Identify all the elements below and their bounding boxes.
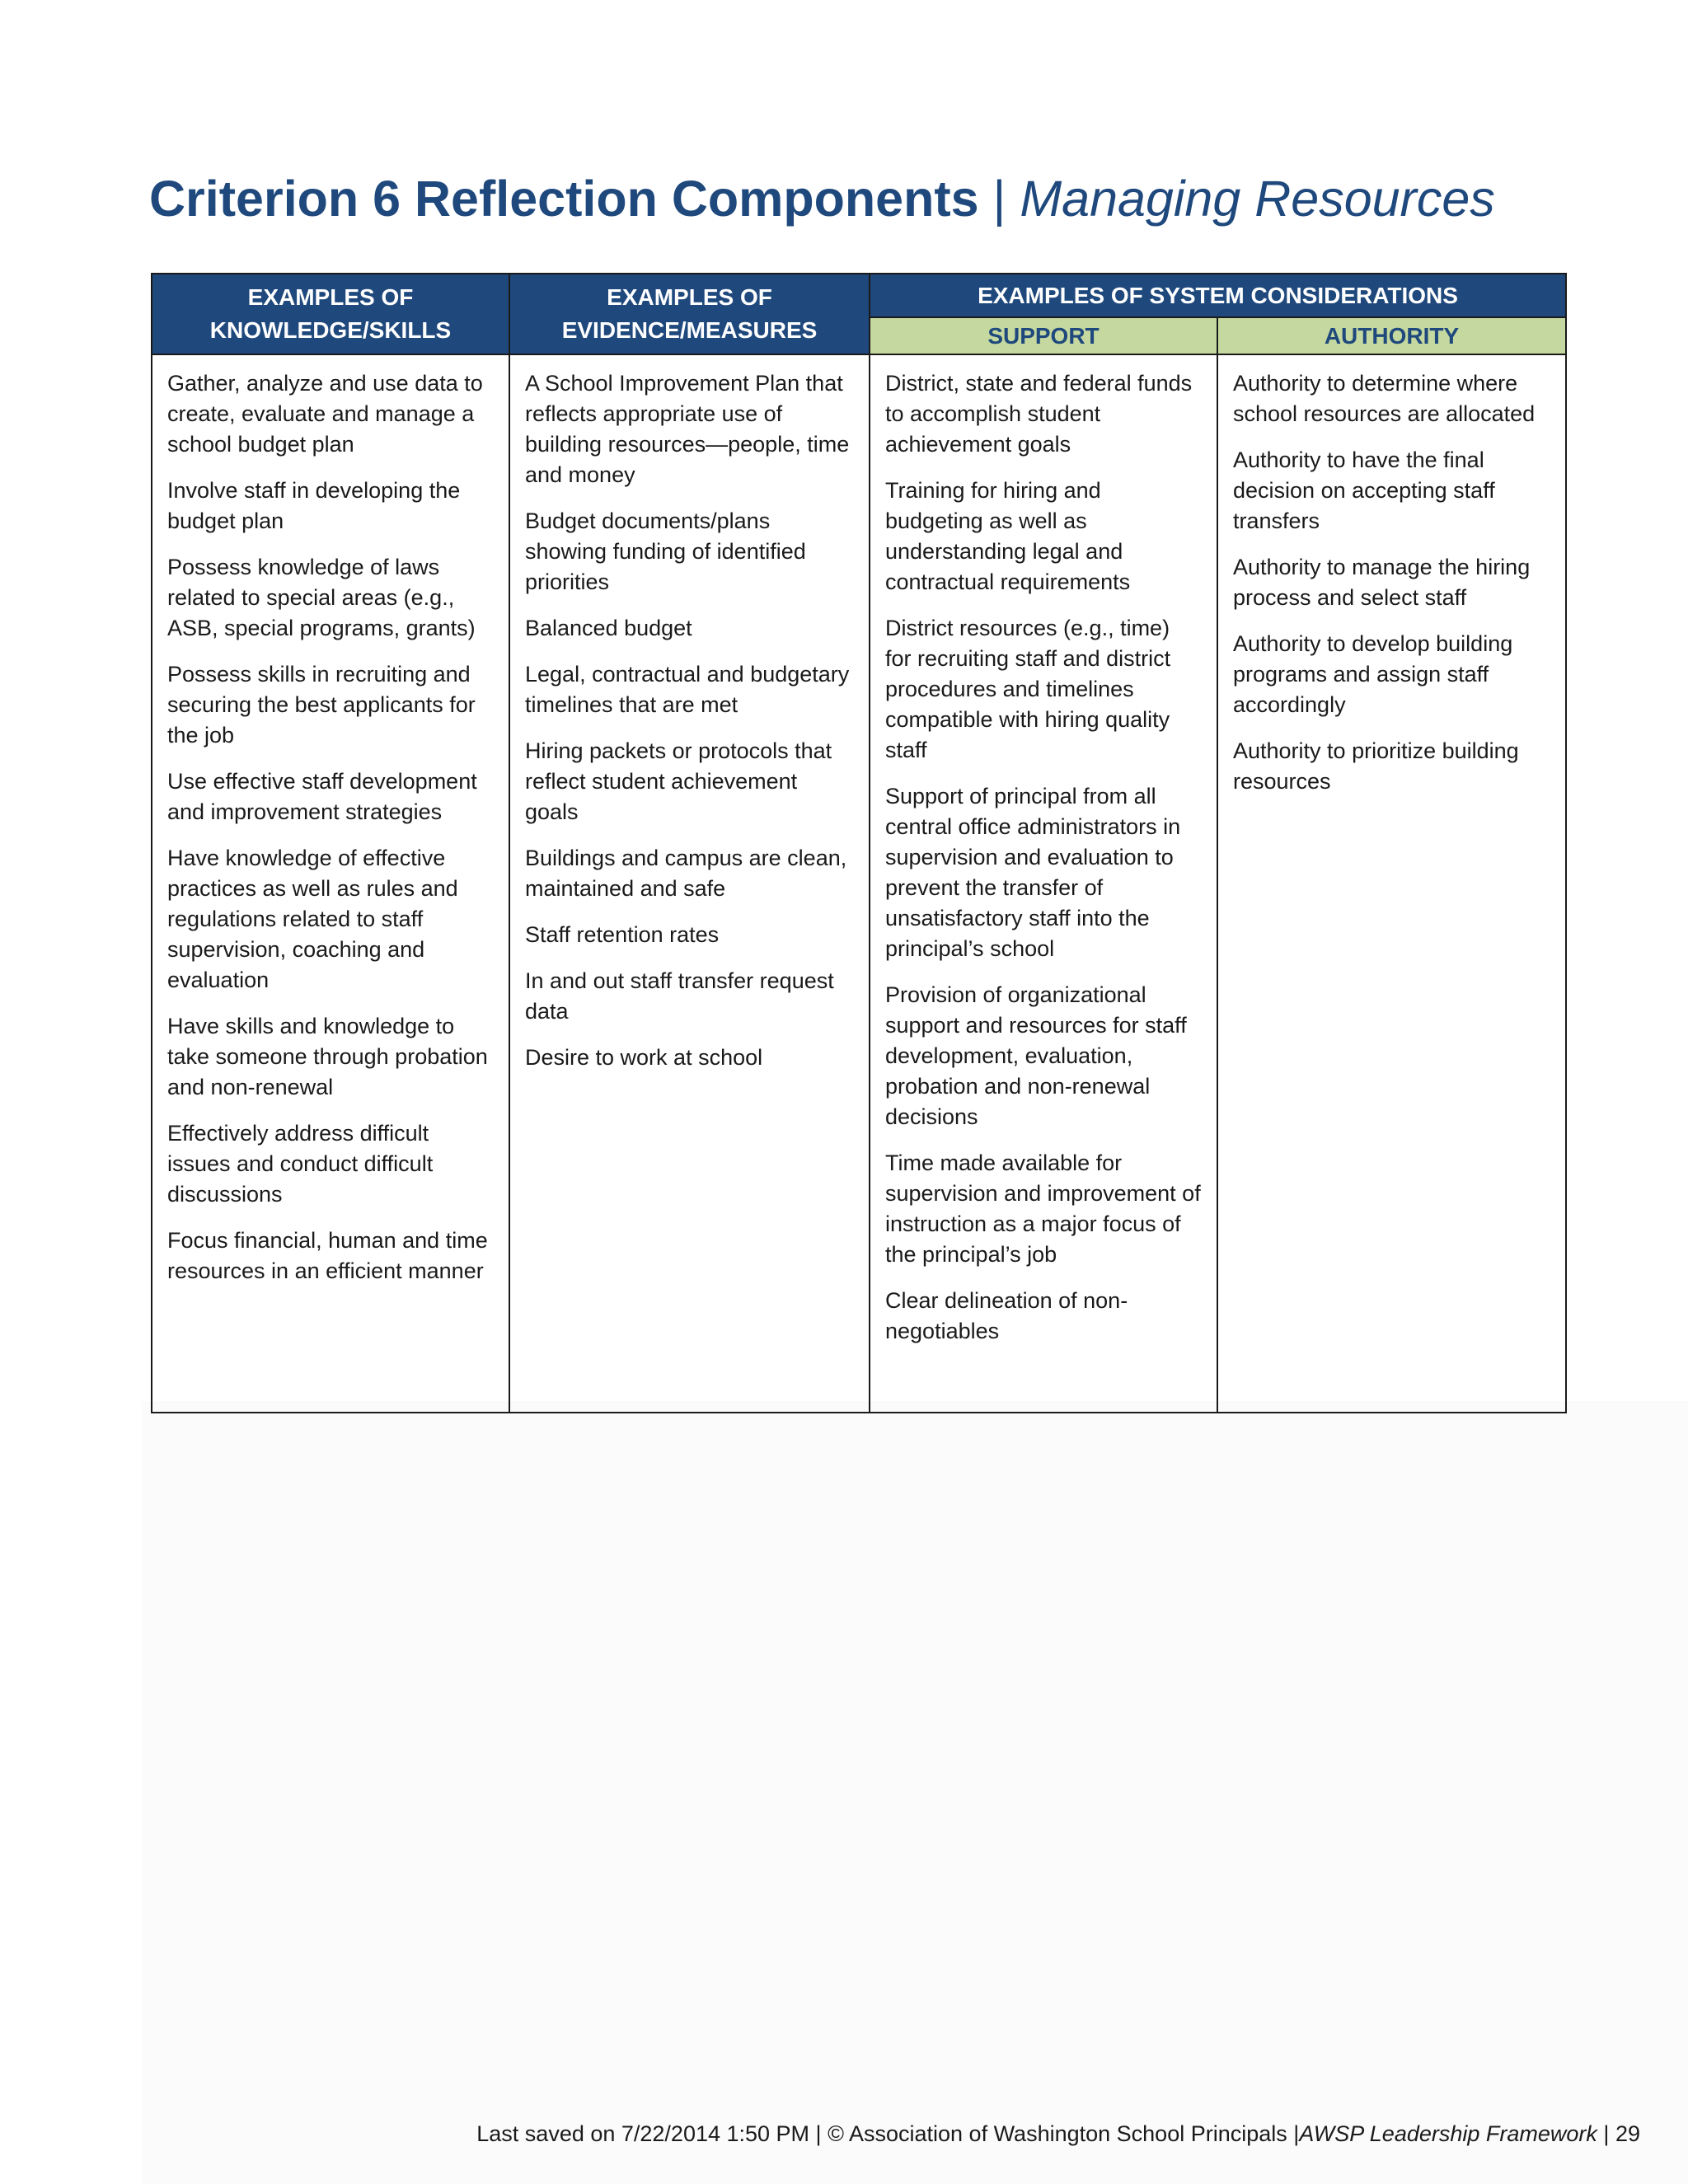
header-evidence-line2: EVIDENCE/MEASURES <box>561 317 818 343</box>
evidence-item: Budget documents/plans showing funding of identified priorities <box>525 509 806 594</box>
knowledge-skills-cell <box>152 354 509 1413</box>
evidence-measures-cell <box>509 354 870 1413</box>
knowledge-item: Possess skills in recruiting and securing the best applicants for the job <box>167 662 476 748</box>
page-title-subtitle: Managing Resources <box>1020 171 1495 227</box>
footer-page-number: 29 <box>1615 2121 1640 2146</box>
evidence-item: In and out staff transfer request data <box>525 968 834 1024</box>
knowledge-item: Gather, analyze and use data to create, evaluate and manage a school budget plan <box>167 371 483 457</box>
knowledge-item: Possess knowledge of laws related to special areas (e.g., ASB, special programs, grants) <box>167 555 476 640</box>
footer-page-separator: | <box>1603 2121 1610 2146</box>
knowledge-item: Focus financial, human and time resources in an efficient manner <box>167 1228 488 1283</box>
header-row <box>152 274 1566 317</box>
evidence-item: Desire to work at school <box>525 1045 763 1070</box>
support-item: District, state and federal funds to accomplish student achievement goals <box>885 371 1193 457</box>
page-background-shade <box>142 1401 1688 2184</box>
support-item: Training for hiring and budgeting as well as understanding legal and contractual requirements <box>885 478 1131 594</box>
page-title-separator: | <box>992 171 1006 227</box>
evidence-item: Buildings and campus are clean, maintained and safe <box>525 846 847 901</box>
support-item: Clear delineation of non-negotiables <box>885 1288 1128 1343</box>
knowledge-item: Effectively address difficult issues and conduct difficult discussions <box>167 1121 434 1207</box>
support-item: Time made available for supervision and improvement of instruction as a major focus of the principal’s job <box>885 1151 1201 1267</box>
support-cell <box>870 354 1217 1413</box>
page-title <box>149 162 1495 236</box>
evidence-item: Balanced budget <box>525 616 692 640</box>
header-knowledge-skills <box>152 274 509 354</box>
page-footer <box>476 2118 1640 2149</box>
support-item: District resources (e.g., time) for recruiting staff and district procedures and timelines compatible with hiring quality staff <box>885 616 1171 762</box>
header-knowledge-line1: EXAMPLES OF <box>247 284 414 310</box>
knowledge-item: Have knowledge of effective practices as well as rules and regulations related to staff supervision, coaching and evaluation <box>167 846 458 992</box>
knowledge-item: Have skills and knowledge to take someone through probation and non-renewal <box>167 1014 488 1099</box>
authority-item: Authority to manage the hiring process and select staff <box>1233 555 1531 610</box>
support-item: Provision of organizational support and resources for staff development, evaluation, probation and non-renewal decisions <box>885 982 1187 1129</box>
header-knowledge-line2: KNOWLEDGE/SKILLS <box>209 317 452 343</box>
evidence-item: A School Improvement Plan that reflects appropriate use of building resources—people, time and money <box>525 371 850 487</box>
reflection-components-table <box>151 273 1567 1413</box>
support-item: Support of principal from all central office administrators in supervision and evaluation to prevent the transfer of unsatisfactory staff into the principal’s school <box>885 784 1181 961</box>
evidence-item: Hiring packets or protocols that reflect student achievement goals <box>525 738 832 824</box>
footer-framework-name: AWSP Leadership Framework <box>1299 2121 1597 2146</box>
evidence-item: Staff retention rates <box>525 922 720 947</box>
content-row <box>152 354 1566 1413</box>
evidence-item: Legal, contractual and budgetary timelines that are met <box>525 662 850 717</box>
authority-item: Authority to develop building programs and assign staff accordingly <box>1233 631 1513 717</box>
footer-saved-text: Last saved on 7/22/2014 1:50 PM | © Association of Washington School Principals | <box>476 2121 1300 2146</box>
header-system-considerations: EXAMPLES OF SYSTEM CONSIDERATIONS <box>870 274 1566 317</box>
header-support: SUPPORT <box>870 317 1217 354</box>
authority-item: Authority to have the final decision on accepting staff transfers <box>1233 448 1495 533</box>
page-title-main: Criterion 6 Reflection Components <box>149 171 979 227</box>
knowledge-item: Use effective staff development and improvement strategies <box>167 769 477 824</box>
knowledge-item: Involve staff in developing the budget plan <box>167 478 461 533</box>
authority-item: Authority to prioritize building resources <box>1233 738 1519 794</box>
authority-item: Authority to determine where school resources are allocated <box>1233 371 1536 426</box>
authority-cell <box>1217 354 1566 1413</box>
header-authority: AUTHORITY <box>1217 317 1566 354</box>
header-evidence-measures <box>509 274 870 354</box>
header-evidence-line1: EXAMPLES OF <box>607 284 772 310</box>
